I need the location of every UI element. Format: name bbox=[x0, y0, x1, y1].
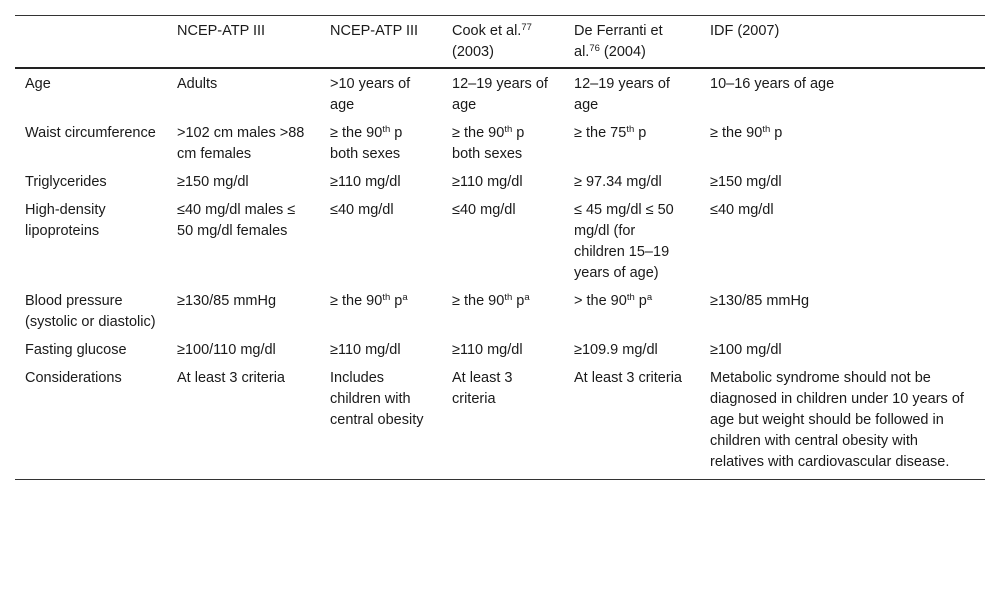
table-row bbox=[15, 118, 985, 167]
table-cell: ≥130/85 mmHg bbox=[710, 293, 810, 309]
row-label: Blood pressure (systolic or diastolic) bbox=[25, 293, 156, 330]
row-label: Triglycerides bbox=[25, 174, 107, 190]
column-header: Cook et al.$^{77}$ (2003) bbox=[452, 22, 532, 60]
table-cell: ≥110 mg/dl bbox=[452, 342, 523, 358]
table-cell: Adults bbox=[177, 76, 218, 92]
column-header: NCEP-ATP III bbox=[177, 23, 266, 39]
table-body bbox=[15, 68, 985, 480]
table-cell: ≥ the 75th p bbox=[574, 124, 647, 141]
table-cell: >10 years of age bbox=[330, 76, 411, 113]
row-label: Waist circumference bbox=[25, 125, 156, 141]
table-cell: ≥ the 90th $p^a$ bbox=[330, 292, 408, 309]
table-cell: ≤40 mg/dl bbox=[330, 202, 394, 218]
table-row bbox=[15, 167, 985, 195]
metabolic-syndrome-criteria-table bbox=[15, 15, 985, 480]
table-cell: ≤ 45 mg/dl ≤ 50 mg/dl (for children 15–19 years of age) bbox=[574, 202, 674, 281]
table-cell: ≥110 mg/dl bbox=[330, 174, 401, 190]
table-cell: ≤40 mg/dl males ≤ 50 mg/dl females bbox=[177, 202, 296, 239]
header-row bbox=[15, 16, 985, 69]
table-row bbox=[15, 195, 985, 286]
table-cell: At least 3 criteria bbox=[574, 370, 682, 386]
table-cell: ≥110 mg/dl bbox=[452, 174, 523, 190]
column-header: IDF (2007) bbox=[710, 23, 780, 39]
table-cell: ≥100/110 mg/dl bbox=[177, 342, 276, 358]
row-label: Fasting glucose bbox=[25, 342, 127, 358]
table-cell: ≥130/85 mmHg bbox=[177, 293, 277, 309]
table-cell: At least 3 criteria bbox=[177, 370, 285, 386]
table-cell: ≥109.9 mg/dl bbox=[574, 342, 658, 358]
row-label: High-density lipoproteins bbox=[25, 202, 106, 239]
table-cell: At least 3 criteria bbox=[452, 370, 513, 407]
table-cell: ≥150 mg/dl bbox=[710, 174, 782, 190]
table-cell: ≥ the 90th p both sexes bbox=[452, 124, 525, 162]
table-cell: ≥150 mg/dl bbox=[177, 174, 249, 190]
table-cell: ≤40 mg/dl bbox=[710, 202, 774, 218]
table-cell: ≤40 mg/dl bbox=[452, 202, 516, 218]
table-cell: ≥100 mg/dl bbox=[710, 342, 782, 358]
table-row bbox=[15, 335, 985, 363]
table-cell: 10–16 years of age bbox=[710, 76, 835, 92]
table-cell: ≥ the 90th p bbox=[710, 124, 783, 141]
column-header: NCEP-ATP III bbox=[330, 23, 419, 39]
table-header bbox=[15, 16, 985, 69]
row-label: Considerations bbox=[25, 370, 122, 386]
table-row bbox=[15, 286, 985, 335]
table-cell: 12–19 years of age bbox=[574, 76, 670, 113]
table-cell: ≥ 97.34 mg/dl bbox=[574, 174, 662, 190]
column-header bbox=[15, 16, 167, 69]
table-cell: ≥ the 90th p both sexes bbox=[330, 124, 403, 162]
table-row bbox=[15, 363, 985, 480]
table-cell: > the 90th $p^a$ bbox=[574, 292, 653, 309]
table-cell: Metabolic syndrome should not be diagnosed in children under 10 years of age but weight should be followed in children with central obesity with relatives with cardiovascular disease. bbox=[710, 370, 964, 470]
row-label: Age bbox=[25, 76, 51, 92]
table-cell: 12–19 years of age bbox=[452, 76, 548, 113]
table-cell: >102 cm males >88 cm females bbox=[177, 125, 305, 162]
table-cell: ≥110 mg/dl bbox=[330, 342, 401, 358]
table-cell: ≥ the 90th $p^a$ bbox=[452, 292, 530, 309]
table-cell: Includes children with central obesity bbox=[330, 370, 424, 428]
table-row bbox=[15, 68, 985, 118]
column-header: De Ferranti et al.$^{76}$ (2004) bbox=[574, 23, 663, 60]
